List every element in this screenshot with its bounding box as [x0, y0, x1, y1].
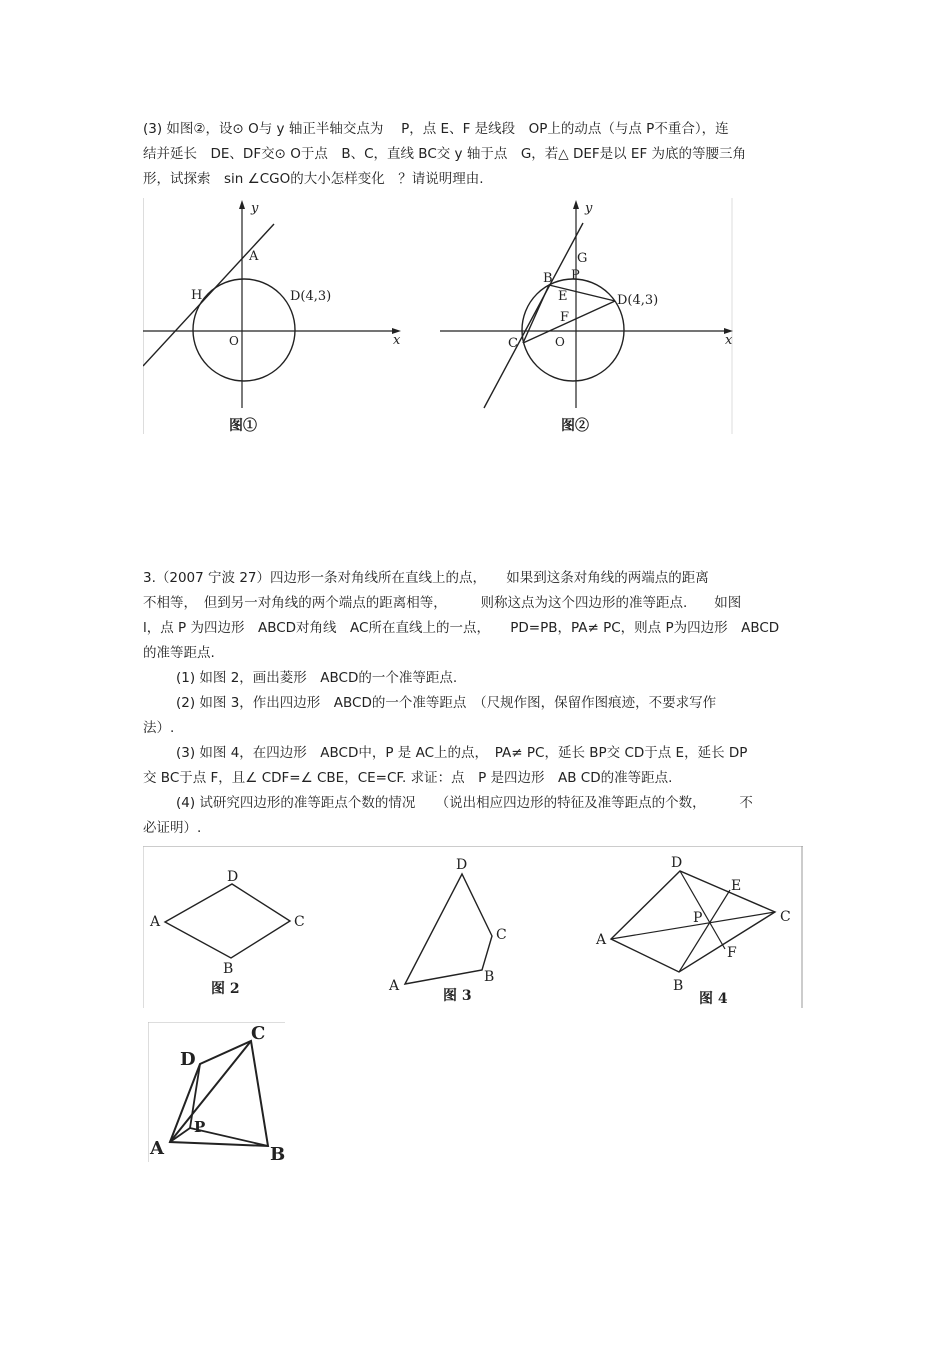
- p3-line-4: 的准等距点.: [143, 645, 215, 661]
- p2-part3-line-1: (3) 如图②，设⊙ O与 y 轴正半轴交点为 P，点 E、F 是线段 OP上的动点（与点 P不重合），连: [143, 121, 729, 137]
- fig1-label-H: H: [191, 288, 203, 303]
- rhombus-caption: 图 2: [211, 981, 240, 997]
- rhombus-label-C: C: [294, 914, 305, 930]
- fig2-label-G: G: [577, 251, 588, 266]
- p3-figures-234-svg: [143, 846, 803, 1008]
- figure-quadrilateral-4: [595, 855, 791, 1007]
- p2-figures: [143, 198, 733, 434]
- p3-figure-1: [148, 1022, 285, 1162]
- fig1-label-y: y: [251, 201, 259, 216]
- p3-sub-2b: 法）.: [143, 720, 175, 736]
- p3-sub-2: (2) 如图 3，作出四边形 ABCD的一个准等距点 （尺规作图，保留作图痕迹，不要求写作: [176, 695, 717, 711]
- p3-line-1: 3.（2007 宁波 27）四边形一条对角线所在直线上的点， 如果到这条对角线的两端点的距离: [143, 570, 709, 586]
- fig2-label-x: x: [725, 333, 733, 348]
- p3-sub-3b: 交 BC于点 F，且∠ CDF=∠ CBE，CE=CF. 求证：点 P 是四边形 AB CD的准等距点.: [143, 770, 673, 786]
- p3-figures-234: [143, 846, 803, 1008]
- quad4-label-C: C: [780, 909, 791, 925]
- figure-quadrilateral-3: [388, 857, 507, 1004]
- quad3-label-A: A: [389, 978, 400, 994]
- figure-1: [143, 200, 401, 434]
- p3-sub-4b: 必证明）.: [143, 820, 202, 836]
- fig2-label-E: E: [558, 289, 568, 304]
- quad4-label-B: B: [673, 978, 684, 994]
- fig1-label-D: D(4,3): [290, 289, 332, 304]
- fig2-label-O: O: [555, 335, 565, 349]
- quad4-label-E: E: [731, 878, 742, 894]
- quad4-caption: 图 4: [699, 991, 728, 1007]
- p3-sub-3: (3) 如图 4，在四边形 ABCD中，P 是 AC上的点， PA≠ PC，延长 BP交 CD于点 E，延长 DP: [176, 745, 748, 761]
- fig2-label-P: P: [571, 268, 580, 283]
- quad3-caption: 图 3: [443, 988, 472, 1004]
- p3-sub-4: (4) 试研究四边形的准等距点个数的情况 （说出相应四边形的特征及准等距点的个数， 不: [176, 795, 753, 811]
- quad3-label-D: D: [456, 857, 468, 873]
- p2-part3-line-2: 结并延长 DE、DF交⊙ O于点 B、C，直线 BC交 y 轴于点 G，若△ DEF是以 EF 为底的等腰三角: [143, 146, 747, 162]
- fig1-quad-label-C: C: [251, 1023, 266, 1044]
- rhombus-label-B: B: [223, 961, 234, 977]
- quad3-label-B: B: [484, 969, 495, 985]
- quad4-label-D: D: [671, 855, 683, 871]
- fig2-label-C: C: [508, 336, 518, 351]
- fig1-label-O: O: [229, 334, 239, 348]
- quad4-label-A: A: [596, 932, 607, 948]
- quad4-label-P: P: [693, 910, 703, 926]
- fig1-quad-label-D: D: [180, 1049, 196, 1070]
- p3-line-2: 不相等， 但到另一对角线的两个端点的距离相等， 则称这点为这个四边形的准等距点. 如图: [143, 595, 742, 611]
- fig1-quad-label-P: P: [194, 1118, 206, 1136]
- p3-sub-1: (1) 如图 2，画出菱形 ABCD的一个准等距点.: [176, 670, 458, 686]
- fig2-label-D: D(4,3): [617, 293, 659, 308]
- fig1-quad-label-A: A: [150, 1138, 164, 1159]
- quad3-label-C: C: [496, 927, 507, 943]
- rhombus-label-A: A: [150, 914, 161, 930]
- fig1-label-x: x: [393, 333, 401, 348]
- rhombus-label-D: D: [227, 869, 239, 885]
- p2-part3-line-3: 形，试探索 sin ∠CGO的大小怎样变化 ？请说明理由.: [143, 171, 484, 187]
- fig1-label-A: A: [249, 249, 259, 264]
- figure-2: [440, 200, 733, 434]
- p3-line-3: l，点 P 为四边形 ABCD对角线 AC所在直线上的一点， PD=PB，PA≠ PC，则点 P为四边形 ABCD: [143, 620, 780, 636]
- p2-figures-svg: [143, 198, 733, 434]
- fig2-label-y-top: y: [585, 201, 593, 216]
- fig1-caption: 图①: [229, 418, 257, 434]
- fig1-quad-label-B: B: [270, 1144, 285, 1162]
- fig2-caption: 图②: [561, 418, 589, 434]
- fig2-label-B: B: [543, 271, 553, 286]
- quad4-label-F: F: [727, 945, 737, 961]
- p3-figure-1-svg: [148, 1022, 285, 1162]
- fig2-label-F: F: [560, 310, 570, 325]
- figure-rhombus: [149, 869, 305, 997]
